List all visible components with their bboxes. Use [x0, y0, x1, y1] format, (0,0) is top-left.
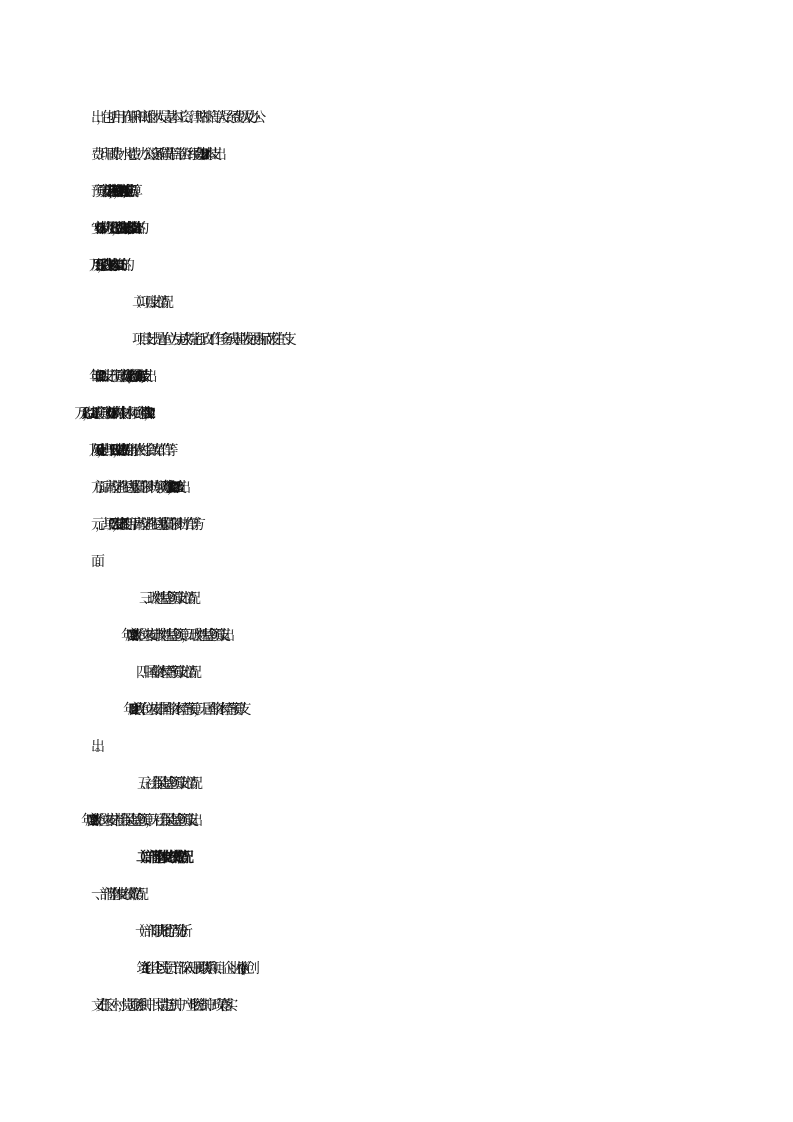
body-line: 出。2023 年项目支出预算安排(含上年结转)431.81 万元，实际支出 — [91, 369, 148, 385]
section-heading: 五、社会保险基金预算支出情况 — [137, 776, 193, 792]
section-heading: 四、国有资本经营预算支出情况 — [136, 665, 192, 681]
body-line: 2023 年度我单位未安排政府性基金预算，无政府性基金预算支出。 — [131, 628, 230, 644]
body-line: 1.筑组织全县党员干部深入开展以“联系项目、企业、小(社)区、创 — [142, 961, 251, 977]
body-line: 安排的 100%。人员经费支出 689.38 万元，占基本支出的 48.55%;日常公 — [91, 221, 134, 237]
body-line: 方面。高校毕业生到基层任职补助专项资金，2023 年实际支出 31.81 万 — [91, 480, 165, 496]
section-heading: 三、政府性基金预算支出情况 — [139, 591, 191, 607]
body-line: 际支出 400 万元，占项目支出的 92.63%，主要用于农村综合改革工作等 — [91, 443, 169, 459]
body-line: 431.81 万元，完成预算安排的 100%。其中:农林水项目经费，2023 年实 — [91, 406, 146, 422]
body-line: 出。 — [91, 739, 99, 755]
body-line: 预算安排(含上年结转)1419.97 万元，实际支出 1419.97 万元，完成预算 — [91, 184, 134, 200]
section-heading: 一、部门整体支出绩效情况 — [91, 887, 139, 903]
body-line: 2023 年度我单位未安排国有资本经营预算，无国有资本经营预算支 — [131, 702, 242, 718]
section-heading: （二）项目支出情况 — [128, 295, 164, 311]
body-line: 文责任区、村；党员联系到户、民情走访到户、产业联结到户、政策落实 — [91, 998, 229, 1014]
section-heading: （一）部门职责履行情况分析。 — [131, 924, 187, 940]
body-line: 2023 年度我单位未安排社会保险基金预算，无社会保险基金预算支出。 — [91, 813, 198, 829]
body-line: 项目支出是单位为完成特定行政工作任务或事业发展目标而发生的支 — [132, 332, 288, 348]
body-line: 用经费支出 730.59 万元，占基本支出的 51.45%。 — [91, 258, 117, 274]
body-line: 费、印刷费、水电费、办公设备购置等日常公用经费。2023 年基本支出 — [91, 147, 218, 163]
body-line: 面。 — [91, 554, 99, 570]
body-line: 出，包括用于在职和离退休人员基本工资、津贴补贴等人员经费以及办公 — [91, 110, 258, 126]
subsection-heading: （二）部门整体支出绩效情况 — [132, 850, 184, 866]
body-line: 元，占项目支出的 7.37%，主要用于高校毕业生到基层任职补助工作等方 — [91, 517, 196, 533]
